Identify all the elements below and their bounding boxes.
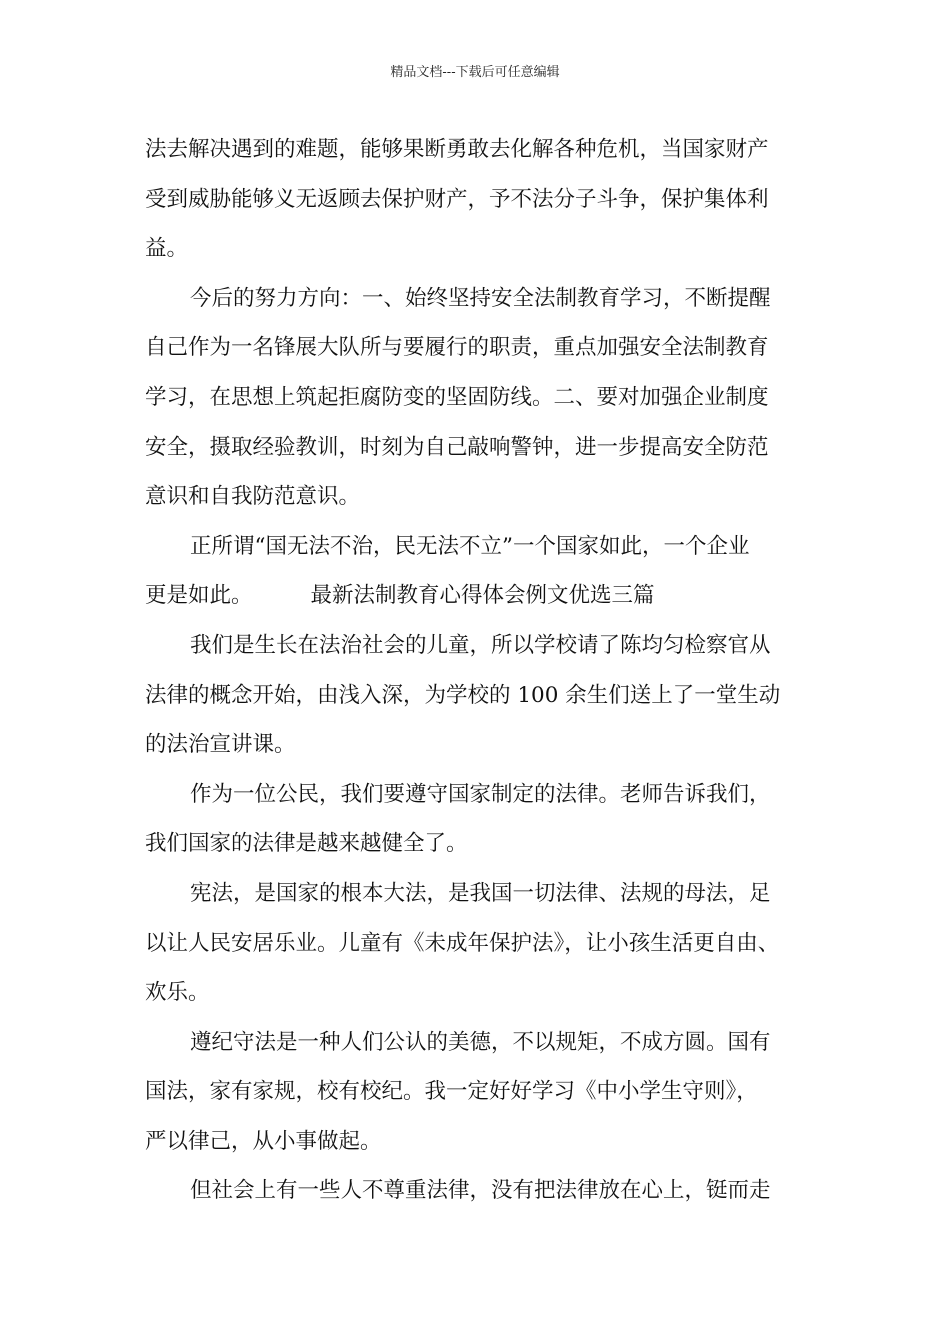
text-line: 安全，摄取经验教训，时刻为自己敲响警钟，进一步提高安全防范 <box>145 434 769 460</box>
text-line: 受到威胁能够义无返顾去保护财产，予不法分子斗争，保护集体利 <box>145 186 769 212</box>
text-fragment: 更是如此。 <box>145 583 253 609</box>
text-line: 我们国家的法律是越来越健全了。 <box>145 831 468 857</box>
paragraph-start-line: 宪法，是国家的根本大法，是我国一切法律、法规的母法，足 <box>190 880 771 906</box>
text-line: 国法，家有家规，校有校纪。我一定好好学习《中小学生守则》， <box>145 1079 758 1105</box>
text-line: 法去解决遇到的难题，能够果断勇敢去化解各种危机，当国家财产 <box>145 137 769 162</box>
text-line: 严以律己，从小事做起。 <box>145 1128 382 1154</box>
paragraph-start-line: 我们是生长在法治社会的儿童，所以学校请了陈均匀检察官从 <box>190 632 771 658</box>
text-line: 以让人民安居乐业。儿童有《未成年保护法》，让小孩生活更自由、 <box>145 930 780 956</box>
section-title: 最新法制教育心得体会例文优选三篇 <box>310 583 655 609</box>
text-line: 欢乐。 <box>145 980 210 1006</box>
text-line: 学习，在思想上筑起拒腐防变的坚固防线。二、要对加强企业制度 <box>145 384 769 410</box>
text-line: 自己作为一名锋展大队所与要履行的职责，重点加强安全法制教育 <box>145 335 769 361</box>
text-line: 的法治宣讲课。 <box>145 732 296 758</box>
text-line: 益。 <box>145 236 189 262</box>
paragraph-start-line: 但社会上有一些人不尊重法律，没有把法律放在心上，铤而走 <box>190 1178 771 1204</box>
paragraph-start-line: 作为一位公民，我们要遵守国家制定的法律。老师告诉我们， <box>190 781 771 807</box>
page-header: 精品文档---下载后可任意编辑 <box>390 65 560 80</box>
document-body <box>145 125 825 1216</box>
paragraph-start-line: 正所谓“国无法不治，民无法不立”一个国家如此，一个企业 <box>190 533 750 559</box>
paragraph-start-line: 今后的努力方向：一、始终坚持安全法制教育学习，不断提醒 <box>190 285 771 311</box>
text-line: 法律的概念开始，由浅入深，为学校的 100 余生们送上了一堂生动 <box>145 682 781 708</box>
paragraph-start-line: 遵纪守法是一种人们公认的美德，不以规矩，不成方圆。国有 <box>190 1029 771 1055</box>
text-line-with-title <box>145 571 825 621</box>
text-line: 意识和自我防范意识。 <box>145 484 361 510</box>
